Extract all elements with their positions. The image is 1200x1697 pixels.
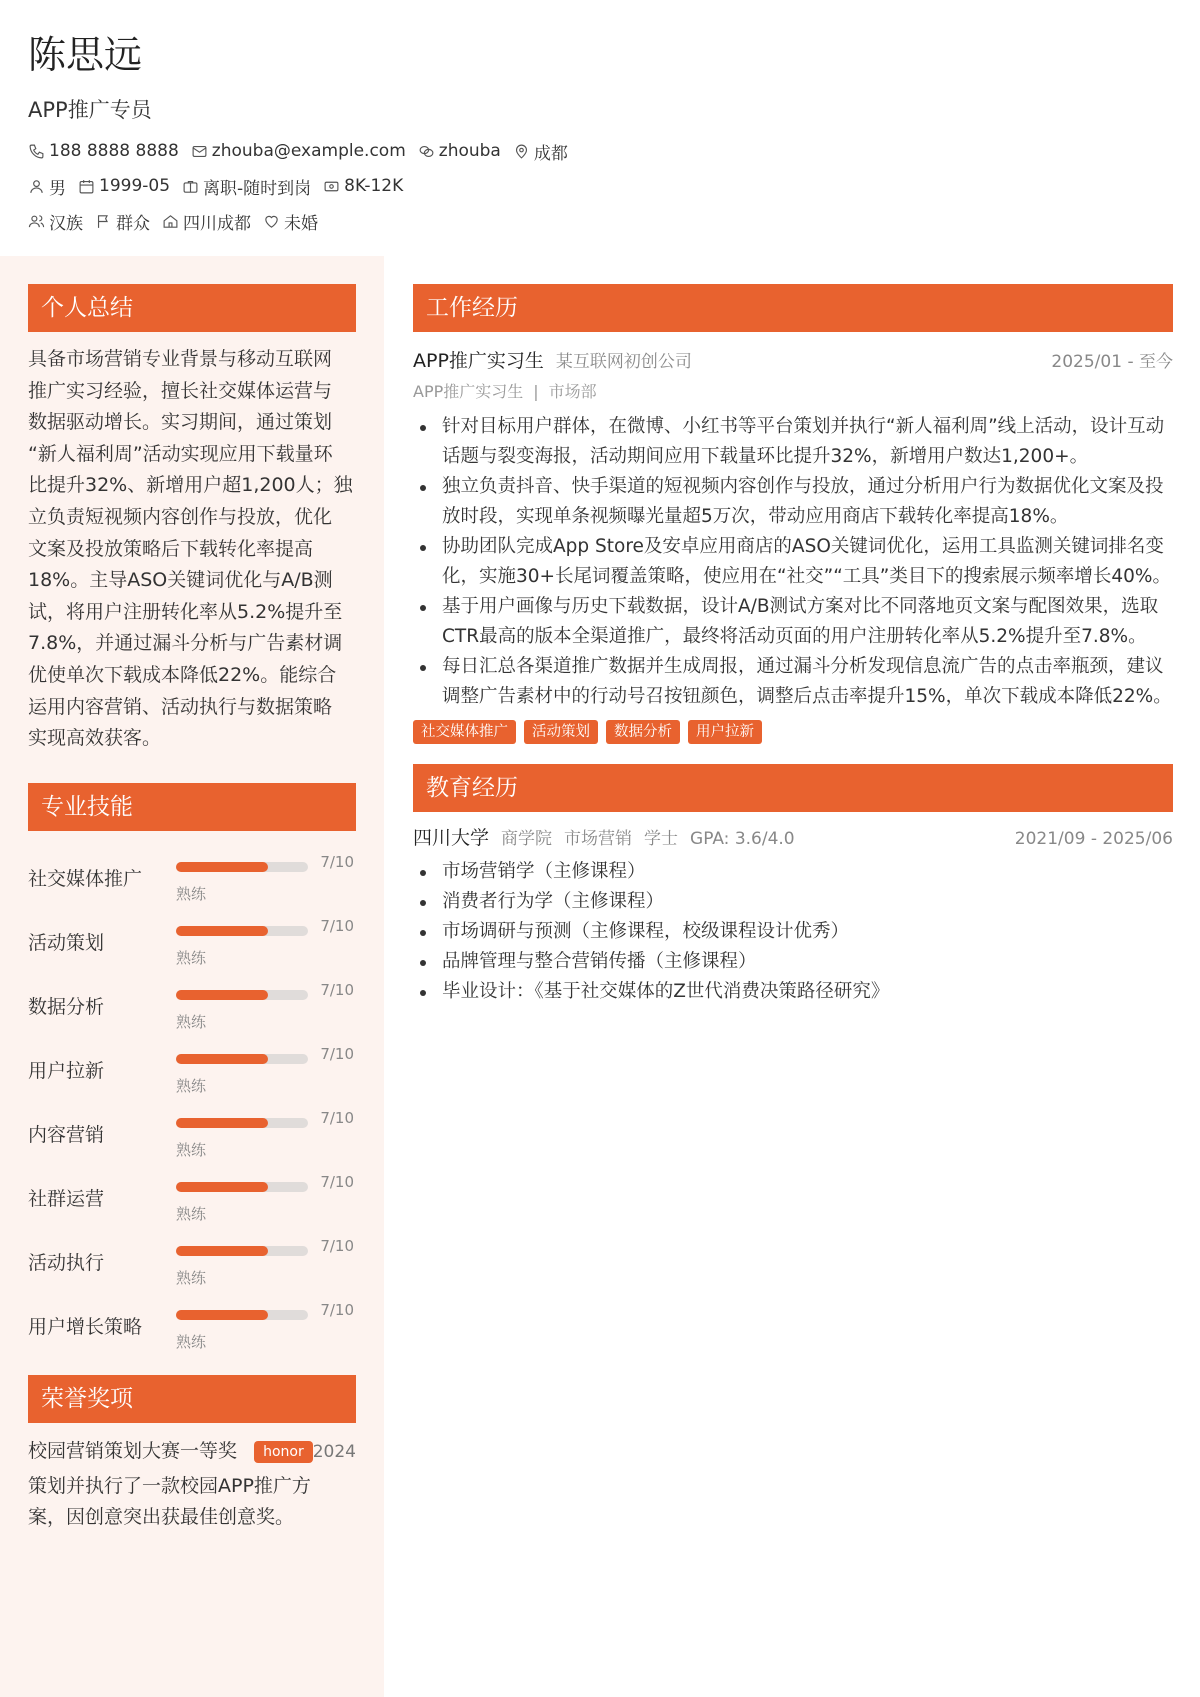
skill-bar-track xyxy=(176,1118,308,1128)
summary-line: 数据驱动增长。实习期间，通过策划 xyxy=(28,411,333,434)
skill-item xyxy=(28,1099,356,1163)
job-date: 2025/01 - 至今 xyxy=(1051,352,1173,372)
skill-bar-fill xyxy=(176,990,268,1000)
summary-text xyxy=(28,344,356,755)
summary-line: 7.8%，并通过漏斗分析与广告素材调 xyxy=(28,632,343,655)
job-bullet: 每日汇总各渠道推广数据并生成周报，通过漏斗分析发现信息流广告的点击率瓶颈，建议调整广告素材中的行动号召按钮颜色，调整后点击率提升15%，单次下载成本降低22%。 xyxy=(413,652,1173,712)
flag-icon xyxy=(95,213,112,230)
summary-line: 比提升32%、新增用户超1,200人；独 xyxy=(28,474,353,497)
job-title: APP推广实习生 xyxy=(413,350,544,372)
personal-row xyxy=(28,171,1178,201)
skill-tag: 用户拉新 xyxy=(688,720,762,744)
skill-meter xyxy=(168,1163,354,1227)
gender-text: 男 xyxy=(49,178,66,199)
wechat-text: zhouba xyxy=(438,141,501,161)
skill-bar-track xyxy=(176,862,308,872)
money-icon xyxy=(323,178,340,195)
user-icon xyxy=(28,178,45,195)
skill-level: 熟练 xyxy=(176,948,207,967)
skill-bar-fill xyxy=(176,1182,268,1192)
skill-bar-track xyxy=(176,1310,308,1320)
sidebar-content xyxy=(28,284,356,1533)
status-info xyxy=(182,174,311,199)
summary-line: 试，将用户注册转化率从5.2%提升至 xyxy=(28,600,343,623)
skill-item xyxy=(28,1163,356,1227)
wechat-info xyxy=(418,141,501,161)
skills-heading: 专业技能 xyxy=(28,783,356,831)
contact-row xyxy=(28,136,1178,166)
skill-bar-fill xyxy=(176,1246,268,1256)
skill-item xyxy=(28,907,356,971)
skill-name: 数据分析 xyxy=(28,995,105,1018)
skill-bar-fill xyxy=(176,1054,268,1064)
job-header xyxy=(413,346,1173,376)
location-info xyxy=(513,139,568,164)
job-company: 某互联网初创公司 xyxy=(555,352,692,372)
skill-meter xyxy=(168,971,354,1035)
hometown-info xyxy=(162,209,251,234)
gpa: GPA: 3.6/4.0 xyxy=(690,829,795,849)
skill-level: 熟练 xyxy=(176,1012,207,1031)
phone-info xyxy=(28,141,179,161)
ethnicity-info xyxy=(28,209,83,234)
status-text: 离职-随时到岗 xyxy=(203,178,312,199)
candidate-name: 陈思远 xyxy=(28,33,143,77)
summary-line: 推广实习经验，擅长社交媒体运营与 xyxy=(28,379,333,402)
skill-score: 7/10 xyxy=(320,1044,354,1063)
skill-bar-fill xyxy=(176,1118,268,1128)
skill-bar-track xyxy=(176,926,308,936)
salary-text: 8K-12K xyxy=(344,176,404,196)
skill-level: 熟练 xyxy=(176,1268,207,1287)
job-bullet: 针对目标用户群体，在微博、小红书等平台策划并执行“新人福利周”线上活动，设计互动话题与裂变海报，活动期间应用下载量环比提升32%，新增用户数达1,200+。 xyxy=(413,412,1173,472)
skill-level: 熟练 xyxy=(176,1332,207,1351)
honor-description: 策划并执行了一款校园APP推广方案，因创意突出获最佳创意奖。 xyxy=(28,1474,311,1528)
briefcase-icon xyxy=(182,178,199,195)
marital-text: 未婚 xyxy=(284,213,318,234)
skill-tag: 数据分析 xyxy=(606,720,680,744)
honors-heading: 荣誉奖项 xyxy=(28,1375,356,1423)
skill-bar-track xyxy=(176,990,308,1000)
college-name: 商学院 xyxy=(501,829,553,849)
summary-line: “新人福利周”活动实现应用下载量环 xyxy=(28,442,333,465)
skill-bar-fill xyxy=(176,862,268,872)
job-bullet: 独立负责抖音、快手渠道的短视频内容创作与投放，通过分析用户行为数据优化文案及投放时段，实现单条视频曝光量超5万次，带动应用商店下载转化率提高18%。 xyxy=(413,472,1173,532)
skill-score: 7/10 xyxy=(320,916,354,935)
birth-text: 1999-05 xyxy=(99,176,171,196)
skill-bar-track xyxy=(176,1054,308,1064)
summary-line: 18%。主导ASO关键词优化与A/B测 xyxy=(28,569,333,592)
resume-header xyxy=(28,30,1178,236)
skill-meter xyxy=(168,1035,354,1099)
skill-bar-track xyxy=(176,1182,308,1192)
skill-tag: 社交媒体推广 xyxy=(413,720,516,744)
skill-score: 7/10 xyxy=(320,1300,354,1319)
summary-line: 文案及投放策略后下载转化率提高 xyxy=(28,537,314,560)
skill-meter xyxy=(168,1291,354,1355)
summary-line: 具备市场营销专业背景与移动互联网 xyxy=(28,348,333,370)
summary-heading: 个人总结 xyxy=(28,284,356,332)
main-content xyxy=(413,256,1173,1007)
skill-level: 熟练 xyxy=(176,1076,207,1095)
job-tags xyxy=(413,720,1173,744)
degree: 学士 xyxy=(644,829,679,849)
honor-title: 校园营销策划大赛一等奖 xyxy=(28,1439,238,1462)
education-heading: 教育经历 xyxy=(413,764,1173,812)
wechat-icon xyxy=(418,143,435,160)
job-bullet: 协助团队完成App Store及安卓应用商店的ASO关键词优化，运用工具监测关键词排名变化，实施30+长尾词覆盖策略，使应用在“社交”“工具”类目下的搜索展示频率增长40%。 xyxy=(413,532,1173,592)
skill-name: 内容营销 xyxy=(28,1123,105,1146)
honor-year: 2024 xyxy=(312,1441,356,1462)
skill-score: 7/10 xyxy=(320,1236,354,1255)
phone-icon xyxy=(28,143,45,160)
skill-meter xyxy=(168,907,354,971)
skill-bar-fill xyxy=(176,1310,268,1320)
home-icon xyxy=(162,213,179,230)
work-heading: 工作经历 xyxy=(413,284,1173,332)
ethnicity-text: 汉族 xyxy=(49,213,83,234)
job-subline xyxy=(413,378,1173,406)
job-bullets xyxy=(413,412,1173,712)
skill-name: 活动策划 xyxy=(28,931,105,954)
skill-score: 7/10 xyxy=(320,1108,354,1127)
skill-meter xyxy=(168,843,354,907)
calendar-icon xyxy=(78,178,95,195)
email-info xyxy=(191,141,406,161)
job-department: 市场部 xyxy=(548,382,597,401)
summary-line: 立负责短视频内容创作与投放，优化 xyxy=(28,505,333,528)
major-name: 市场营销 xyxy=(564,829,633,849)
skill-meter xyxy=(168,1099,354,1163)
email-text: zhouba@example.com xyxy=(211,141,406,161)
course-item: 消费者行为学（主修课程） xyxy=(413,887,1173,917)
hometown-text: 四川成都 xyxy=(183,213,251,234)
location-text: 成都 xyxy=(533,143,568,164)
marital-info xyxy=(263,209,318,234)
skill-score: 7/10 xyxy=(320,1172,354,1191)
phone-text: 188 8888 8888 xyxy=(49,141,179,161)
skill-item xyxy=(28,1291,356,1355)
course-item: 毕业设计：《基于社交媒体的Z世代消费决策路径研究》 xyxy=(413,977,1173,1007)
skill-level: 熟练 xyxy=(176,1204,207,1223)
skill-name: 社群运营 xyxy=(28,1187,105,1210)
skill-item xyxy=(28,971,356,1035)
skill-score: 7/10 xyxy=(320,980,354,999)
summary-line: 优使单次下载成本降低22%。能综合 xyxy=(28,663,337,686)
education-bullets xyxy=(413,857,1173,1007)
education-date: 2021/09 - 2025/06 xyxy=(1014,829,1173,849)
course-item: 市场营销学（主修课程） xyxy=(413,857,1173,887)
skill-name: 活动执行 xyxy=(28,1251,105,1274)
heart-icon xyxy=(263,213,280,230)
salary-info xyxy=(323,176,403,196)
skill-name: 社交媒体推广 xyxy=(28,867,143,890)
job-bullet: 基于用户画像与历史下载数据，设计A/B测试方案对比不同落地页文案与配图效果，选取CTR最高的版本全渠道推广，最终将活动页面的用户注册转化率从5.2%提升至7.8%。 xyxy=(413,592,1173,652)
political-info xyxy=(95,209,150,234)
education-entry xyxy=(413,823,1173,1007)
gender-info xyxy=(28,174,66,199)
skill-tag: 活动策划 xyxy=(524,720,598,744)
birth-info xyxy=(78,176,170,196)
skill-item xyxy=(28,1227,356,1291)
course-item: 品牌管理与整合营销传播（主修课程） xyxy=(413,947,1173,977)
honor-badge: honor xyxy=(254,1441,313,1463)
skill-item xyxy=(28,843,356,907)
sidebar xyxy=(0,256,384,1697)
location-pin-icon xyxy=(513,143,530,160)
summary-line: 运用内容营销、活动执行与数据策略 xyxy=(28,695,333,718)
education-header xyxy=(413,823,1173,853)
job-separator: | xyxy=(533,382,539,401)
skill-level: 熟练 xyxy=(176,1140,207,1159)
skill-score: 7/10 xyxy=(320,852,354,871)
summary-line: 实现高效获客。 xyxy=(28,727,162,750)
background-row xyxy=(28,206,1178,236)
honor-item xyxy=(28,1437,356,1533)
job-entry xyxy=(413,346,1173,744)
skills-list xyxy=(28,843,356,1355)
honor-header xyxy=(28,1437,356,1467)
skill-name: 用户拉新 xyxy=(28,1059,105,1082)
skill-meter xyxy=(168,1227,354,1291)
skill-item xyxy=(28,1035,356,1099)
skill-name: 用户增长策略 xyxy=(28,1315,143,1338)
mail-icon xyxy=(191,143,208,160)
political-text: 群众 xyxy=(116,213,150,234)
skill-bar-track xyxy=(176,1246,308,1256)
course-item: 市场调研与预测（主修课程，校级课程设计优秀） xyxy=(413,917,1173,947)
skill-level: 熟练 xyxy=(176,884,207,903)
job-target-title: APP推广专员 xyxy=(28,98,152,122)
users-icon xyxy=(28,213,45,230)
school-name: 四川大学 xyxy=(413,827,490,849)
job-role: APP推广实习生 xyxy=(413,382,524,401)
skill-bar-fill xyxy=(176,926,268,936)
